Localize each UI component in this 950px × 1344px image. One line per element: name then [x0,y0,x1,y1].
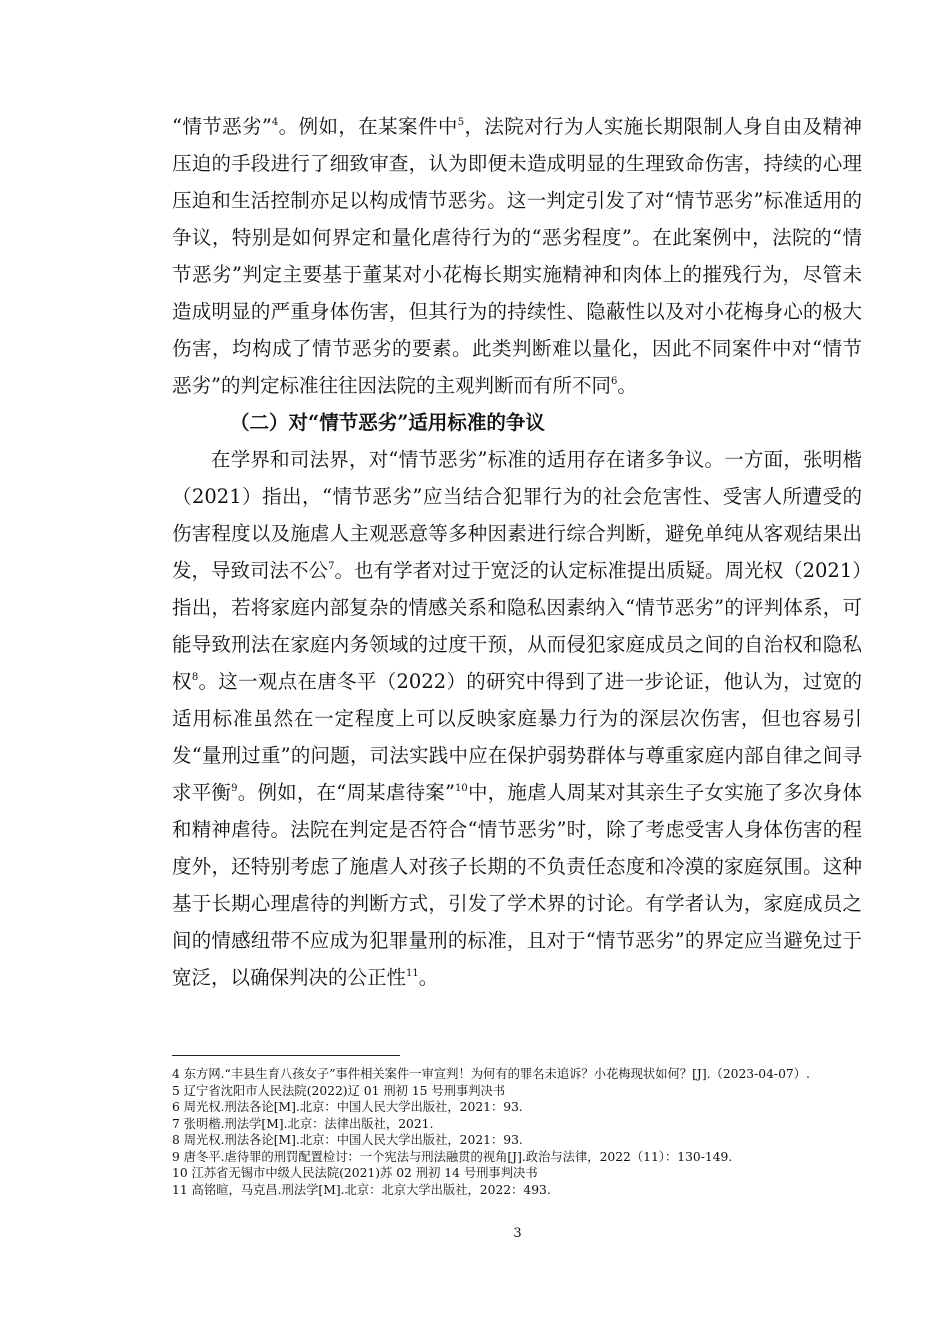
paragraph-text: 。例如，在“周某虐待案” [237,781,455,804]
paragraph-text: 中，施虐人周某对其亲生子女实施了多次身体和精神虐待。法院在判定是否符合“情节恶劣”时，除了考虑受害人身体伤害的程度外，还特别考虑了施虐人对孩子长期的不负责任态度和冷漠的家庭氛围。这种基于长期心理虐待的判断方式，引发了学术界的讨论。有学者认为，家庭成员之间的情感纽带不应成为犯罪量刑的标准，且对于“情节恶劣”的界定应当避免过于宽泛，以确保判决的公正性 [172,781,862,989]
footnote-ref-4[interactable]: 4 [271,117,279,128]
footnote-8: 8 周光权.刑法各论[M].北京：中国人民大学出版社，2021：93. [172,1133,523,1147]
paragraph-text: 。这一观点在唐冬平（2022）的研究中得到了进一步论证，他认为，过宽的适用标准虽然在一定程度上可以反映家庭暴力行为的深层次伤害，但也容易引发“量刑过重”的问题，司法实践中应在保护弱势群体与尊重家庭内部自律之间寻求平衡 [172,670,862,804]
footnote-ref-7[interactable]: 7 [328,561,335,572]
footnote-ref-8[interactable]: 8 [191,672,199,683]
footnotes [172,1066,862,1198]
footnote-ref-6[interactable]: 6 [610,376,618,387]
footnote-5: 5 辽宁省沈阳市人民法院(2022)辽 01 刑初 15 号刑事判决书 [172,1083,506,1098]
footnote-6: 6 周光权.刑法各论[M].北京：中国人民大学出版社，2021：93. [172,1100,523,1114]
page-number: 3 [513,1226,522,1241]
footnote-ref-11[interactable]: 11 [406,968,419,979]
footnote-10: 10 江苏省无锡市中级人民法院(2021)苏 02 刑初 14 号刑事判决书 [172,1166,538,1180]
footnote-9: 9 唐冬平.虐待罪的刑罚配置检讨：一个宪法与刑法融贯的视角[J].政治与法律，2022（11）：130-149. [172,1149,733,1164]
footnote-ref-5[interactable]: 5 [457,117,465,128]
footnote-ref-9[interactable]: 9 [231,783,238,794]
footnote-separator [172,1055,400,1056]
footnote-7: 7 张明楷.刑法学[M].北京：法律出版社，2021. [172,1116,434,1131]
paragraph-2 [172,441,862,996]
paragraph-text: 在学界和司法界，对“情节恶劣”标准的适用存在诸多争议。一方面，张明楷（2021）指出，“情节恶劣”应当结合犯罪行为的社会危害性、受害人所遭受的伤害程度以及施虐人主观恶意等多种因素进行综合判断，避免单纯从客观结果出发，导致司法不公 [172,448,862,582]
paragraph-text: 。 [617,374,637,397]
paragraph-text: 。例如，在某案件中 [278,115,458,138]
footnote-ref-10[interactable]: 10 [455,783,468,794]
paragraph-1 [172,108,862,404]
paragraph-text: “情节恶劣” [172,115,272,138]
body-text [172,108,862,996]
footnote-11: 11 高铭暄，马克昌.刑法学[M].北京：北京大学出版社，2022：493. [172,1182,551,1197]
paragraph-text: 。也有学者对过于宽泛的认定标准提出质疑。周光权（2021）指出，若将家庭内部复杂的情感关系和隐私因素纳入“情节恶劣”的评判体系，可能导致刑法在家庭内务领域的过度干预，从而侵犯家庭成员之间的自治权和隐私权 [172,559,862,693]
section-heading: （二）对“情节恶劣”适用标准的争议 [230,411,545,434]
paragraph-text: ，法院对行为人实施长期限制人身自由及精神压迫的手段进行了细致审查，认为即便未造成明显的生理致命伤害，持续的心理压迫和生活控制亦足以构成情节恶劣。这一判定引发了对“情节恶劣”标准适用的争议，特别是如何界定和量化虐待行为的“恶劣程度”。在此案例中，法院的“情节恶劣”判定主要基于董某对小花梅长期实施精神和肉体上的摧残行为，尽管未造成明显的严重身体伤害，但其行为的持续性、隐蔽性以及对小花梅身心的极大伤害，均构成了情节恶劣的要素。此类判断难以量化，因此不同案件中对“情节恶劣”的判定标准往往因法院的主观判断而有所不同 [172,115,862,397]
paragraph-text: 。 [418,966,439,989]
footnote-4: 4 东方网.“丰县生育八孩女子”事件相关案件一审宣判！为何有的罪名未追诉？小花梅现状如何？[J].（2023-04-07）. [172,1067,810,1081]
